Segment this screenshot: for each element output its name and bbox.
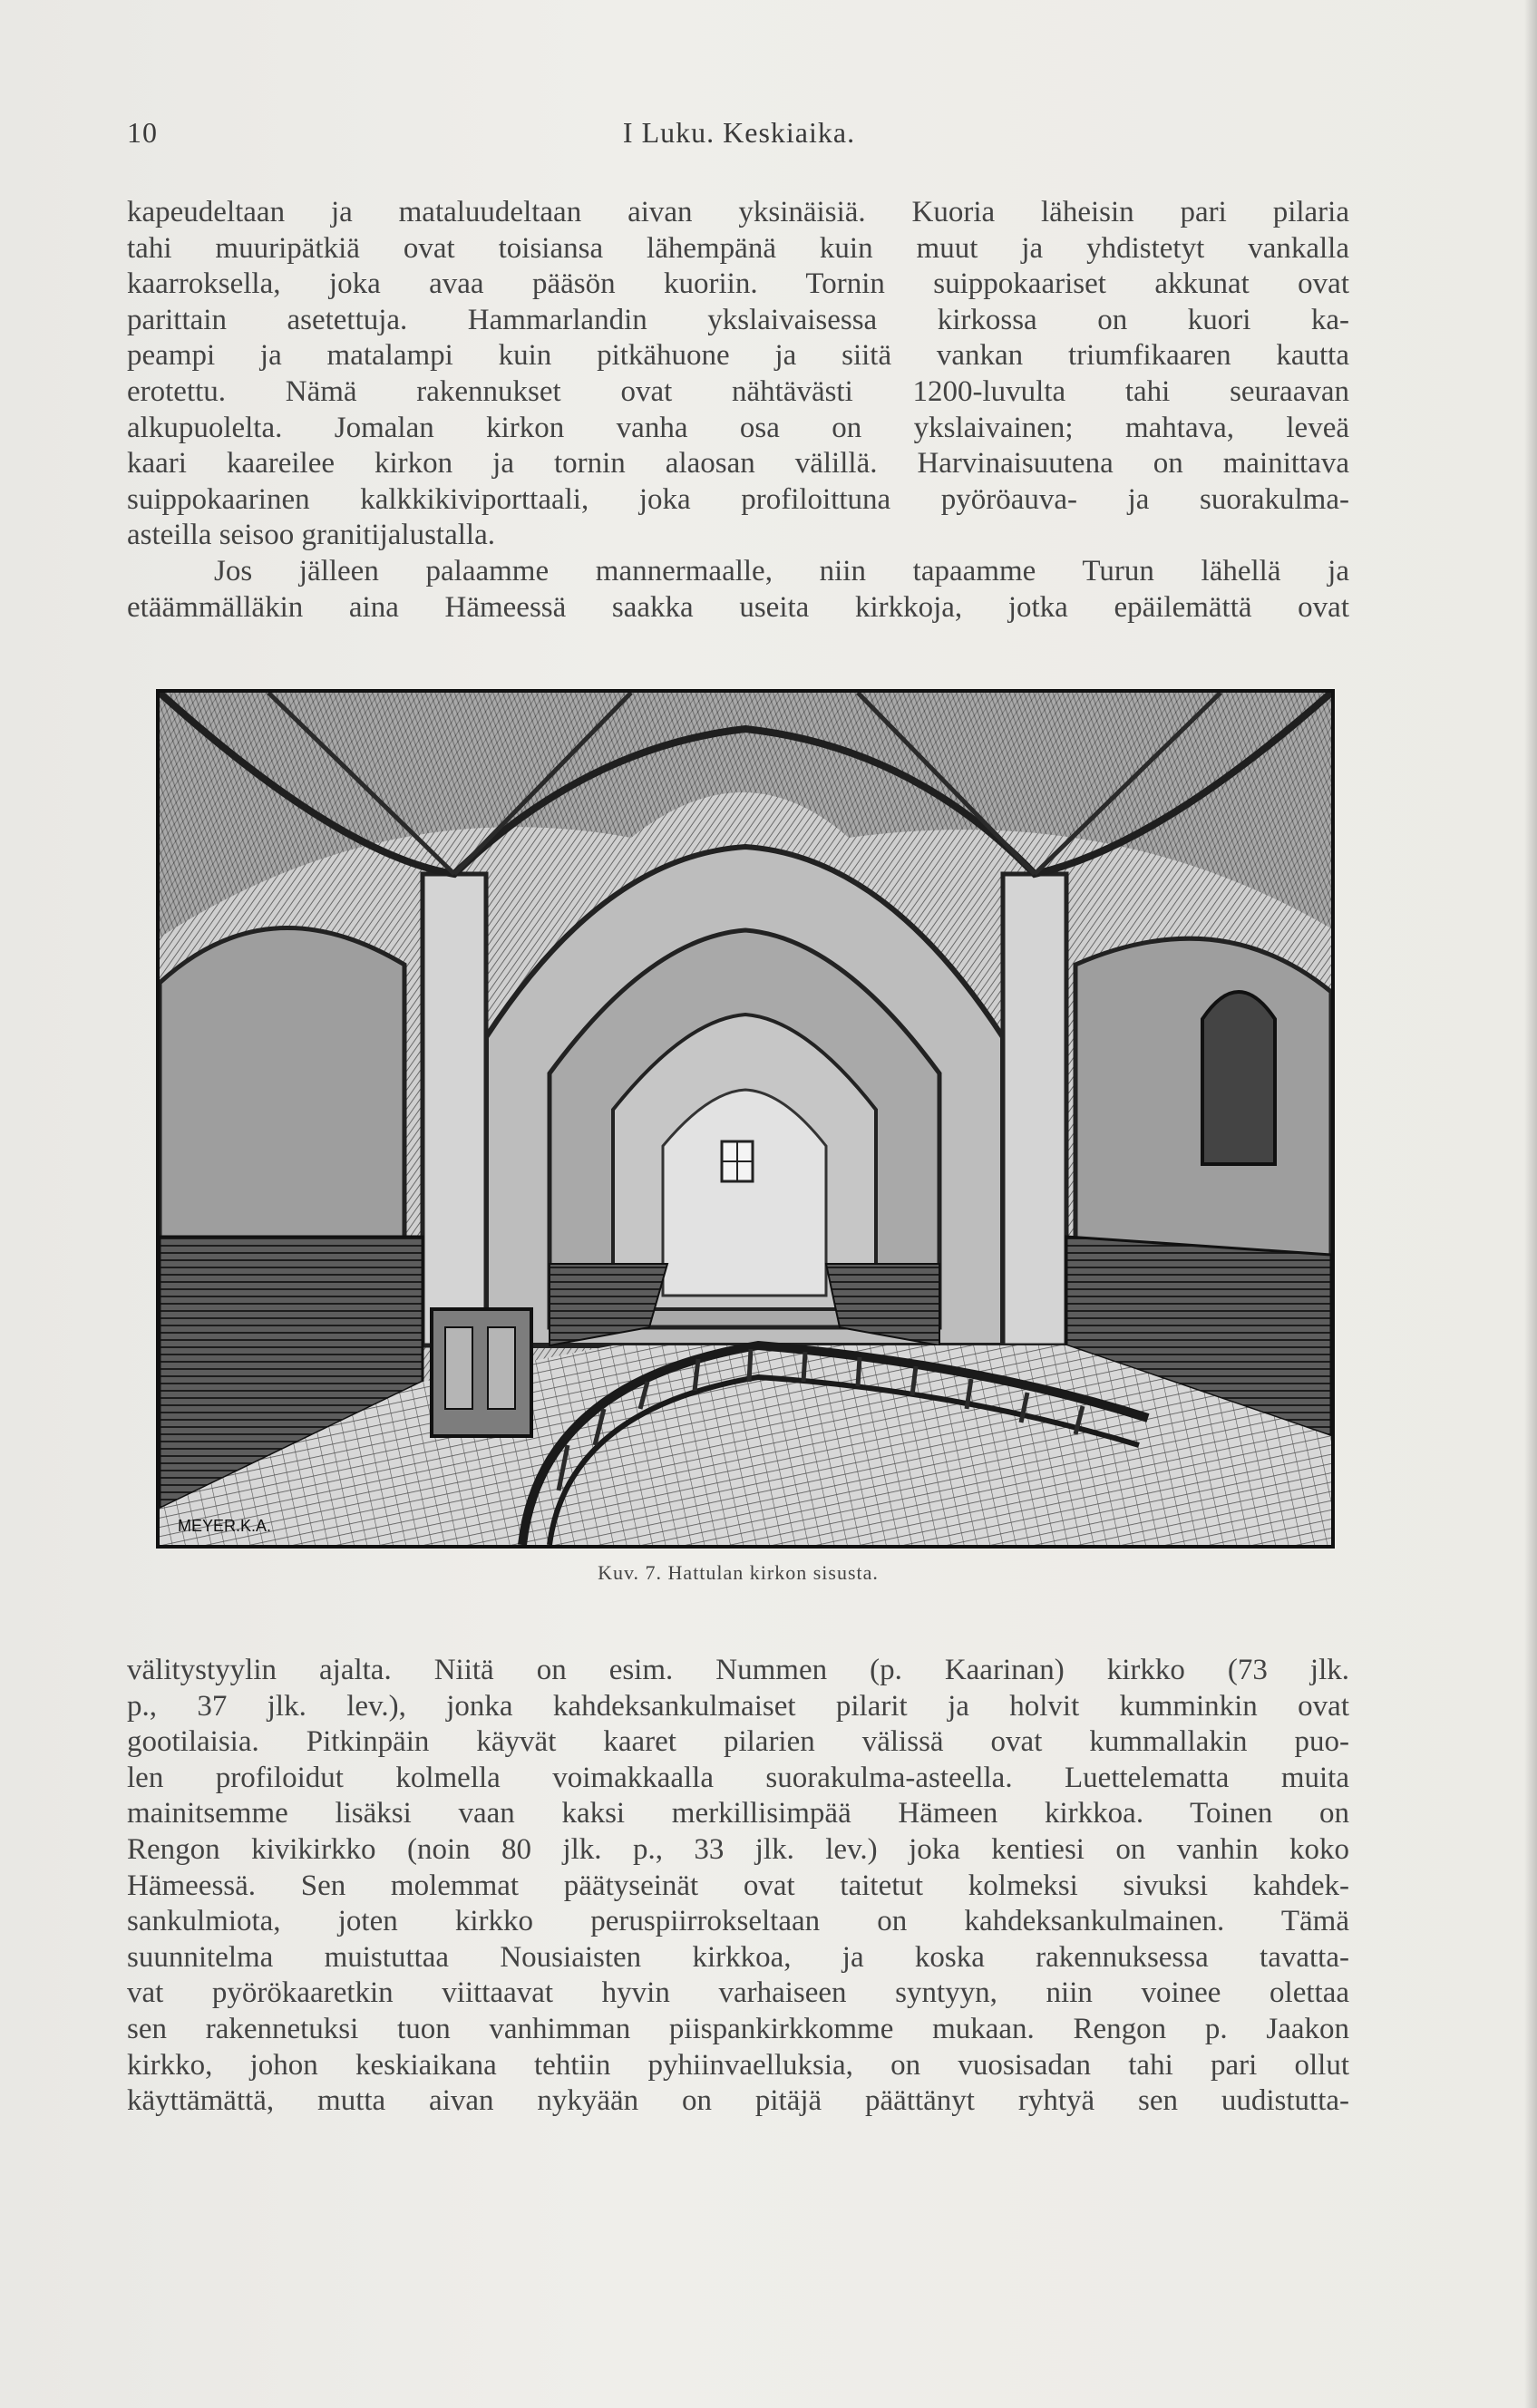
text-line: Rengon kivikirkko (noin 80 jlk. p., 33 jlk. lev.) joka kentiesi on vanhin koko [127, 1832, 1349, 1866]
text-line: käyttämättä, mutta aivan nykyään on pitäjä päättänyt ryhtyä sen uudistutta- [127, 2084, 1349, 2118]
text-line: kaarroksella, joka avaa pääsön kuoriin. Tornin suippokaariset akkunat ovat [127, 267, 1349, 301]
text-line: Jos jälleen palaamme mannermaalle, niin tapaamme Turun lähellä ja [214, 554, 1349, 587]
text-line: tahi muuripätkiä ovat toisiansa lähempänä kuin muut ja yhdistetyt vankalla [127, 231, 1349, 265]
page-header [127, 116, 1351, 161]
page-edge-shadow [1524, 0, 1537, 2408]
text-line: kaari kaareilee kirkon ja tornin alaosan välillä. Harvinaisuutena on mainittava [127, 447, 1349, 481]
text-line: sen rakennetuksi tuon vanhimman piispankirkkomme mukaan. Rengon p. Jaakon [127, 2012, 1349, 2045]
text-line: p., 37 jlk. lev.), jonka kahdeksankulmaiset pilarit ja holvit kumminkin ovat [127, 1689, 1349, 1723]
page-number: 10 [127, 116, 158, 149]
text-line: parittain asetettuja. Hammarlandin ykslaivaisessa kirkossa on kuori ka- [127, 303, 1349, 336]
figure-caption: Kuv. 7. Hattulan kirkon sisusta. [598, 1561, 879, 1584]
text-line: Hämeessä. Sen molemmat päätyseinät ovat taitetut kolmeksi sivuksi kahdek- [127, 1869, 1349, 1902]
text-line: mainitsemme lisäksi vaan kaksi merkillisimpää Hämeen kirkkoa. Toinen on [127, 1797, 1349, 1830]
text-line: len profiloidut kolmella voimakkaalla suorakulma-asteella. Luettelematta muita [127, 1761, 1349, 1794]
text-line: peampi ja matalampi kuin pitkähuone ja siitä vankan triumfikaaren kautta [127, 339, 1349, 373]
text-line: kapeudeltaan ja mataluudeltaan aivan yksinäisiä. Kuoria läheisin pari pilaria [127, 196, 1349, 228]
text-line: kirkko, johon keskiaikana tehtiin pyhiinvaelluksia, on vuosisadan tahi pari ollut [127, 2048, 1349, 2082]
church-interior-engraving [156, 689, 1335, 1549]
paragraph-top [127, 195, 1349, 626]
text-line: sankulmiota, joten kirkko peruspiirrokseltaan on kahdeksankulmainen. Tämä [127, 1905, 1349, 1938]
text-line: välitystyylin ajalta. Niitä on esim. Nummen (p. Kaarinan) kirkko (73 jlk. [127, 1654, 1349, 1686]
text-line: asteilla seisoo granitijalustalla. [127, 519, 495, 552]
paragraph-bottom [127, 1653, 1349, 2120]
text-line: alkupuolelta. Jomalan kirkon vanha osa on ykslaivainen; mahtava, leveä [127, 411, 1349, 444]
engraver-signature: MEYER.K.A. [178, 1517, 272, 1535]
text-line: suunnitelma muistuttaa Nousiaisten kirkkoa, ja koska rakennuksessa tavatta- [127, 1940, 1349, 1974]
text-line: etäämmälläkin aina Hämeessä saakka useita kirkkoja, jotka epäilemättä ovat [127, 590, 1349, 624]
text-line: vat pyörökaaretkin viittaavat hyvin varhaiseen syntyyn, niin voinee olettaa [127, 1976, 1349, 2010]
running-title: I Luku. Keskiaika. [622, 116, 856, 149]
text-line: gootilaisia. Pitkinpäin käyvät kaaret pilarien välissä ovat kummallakin puo- [127, 1725, 1349, 1759]
text-line: erotettu. Nämä rakennukset ovat nähtävästi 1200-luvulta tahi seuraavan [127, 374, 1349, 408]
text-line: suippokaarinen kalkkikiviporttaali, joka profiloittuna pyöröauva- ja suorakulma- [127, 482, 1349, 516]
